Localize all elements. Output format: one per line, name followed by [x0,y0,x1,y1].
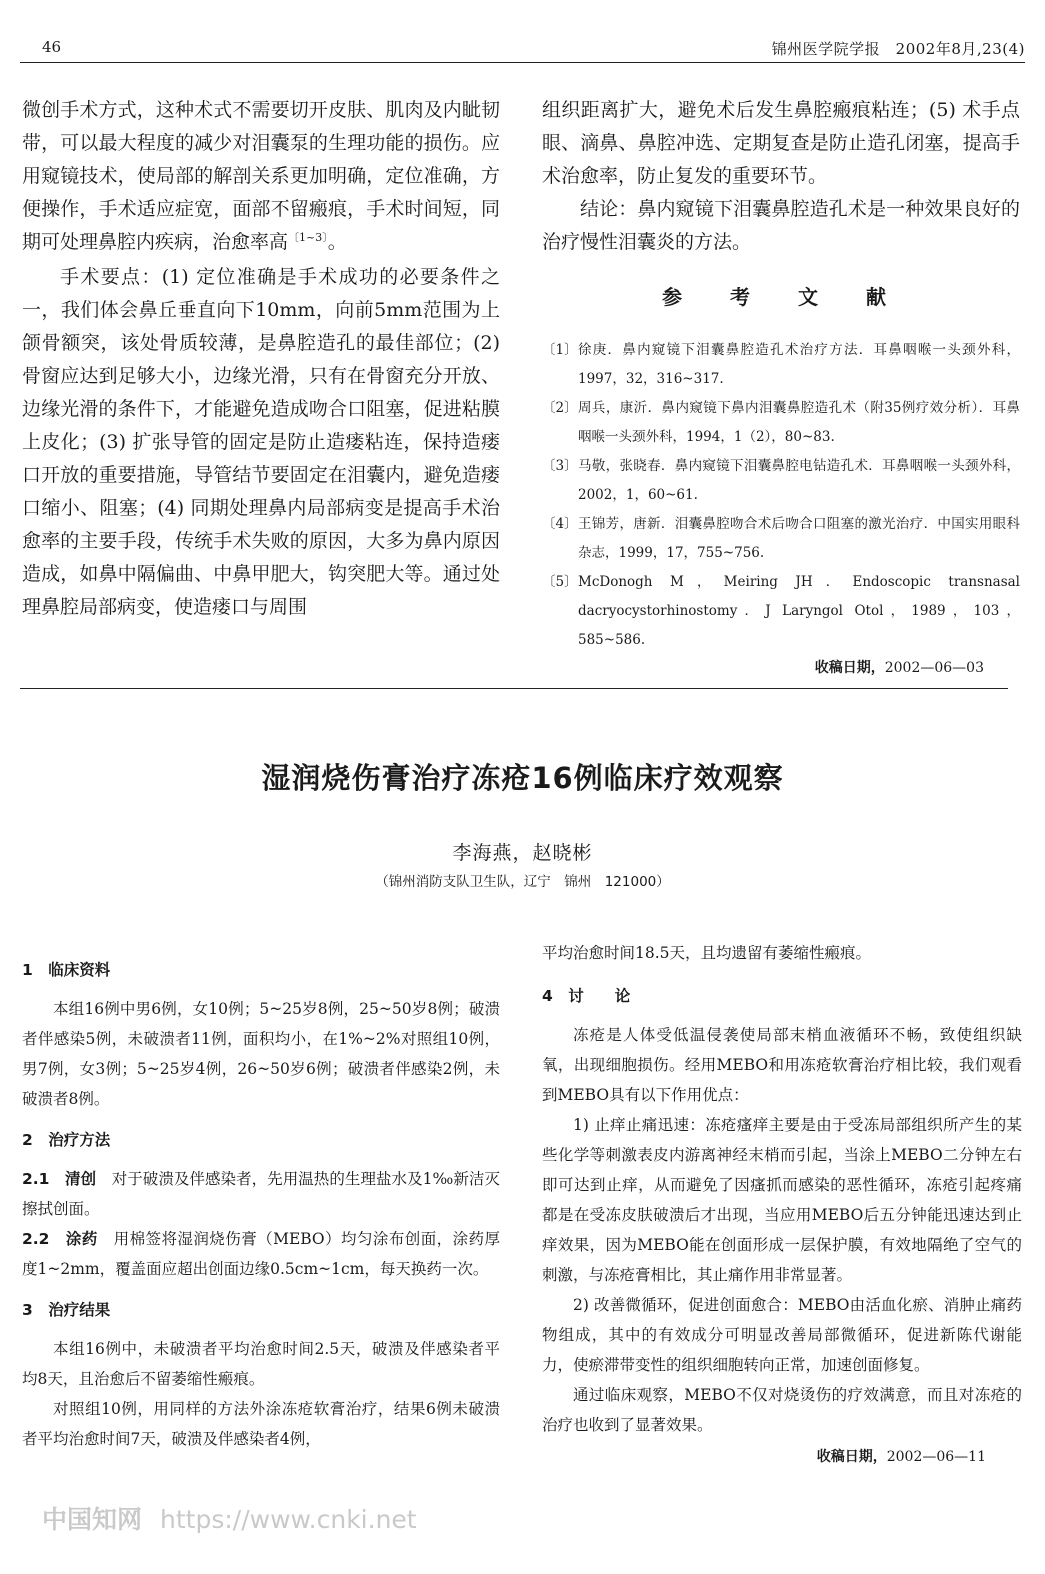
article-affiliation: （锦州消防支队卫生队，辽宁 锦州 121000） [375,874,670,890]
journal-info: 锦州医学院学报 2002年8月,23(4) [771,40,1025,58]
citation-mark: 〔1~3〕 [288,231,328,244]
article-right-column [542,938,1022,1470]
section-heading: 3 治疗结果 [22,1301,111,1319]
conclusion-paragraph: 结论：鼻内窥镜下泪囊鼻腔造孔术是一种效果良好的治疗慢性泪囊炎的方法。 [542,198,1020,253]
body-paragraph: 平均治愈时间18.5天，且均遗留有萎缩性瘢痕。 [542,944,872,962]
received-date: 收稿日期，2002—06—03 [814,660,984,676]
received-date: 收稿日期，2002—06—11 [816,1449,986,1465]
reference-item: 〔5〕 McDonogh M，Meiring JH．Endoscopic transnasal dacryocystorhinostomy．J Laryngol Otol，1989，103，585~586. [542,574,1020,648]
body-paragraph: 对照组10例，用同样的方法外涂冻疮软膏治疗，结果6例未破溃者平均治愈时间7天，破溃及伴感染者4例， [22,1400,500,1448]
section-heading: 1 临床资料 [22,961,111,979]
reference-item: 〔3〕 马敬，张晓春．鼻内窥镜下泪囊鼻腔电钻造孔术．耳鼻咽喉一头颈外科，2002，1，60~61. [542,458,1020,503]
prev-right-column [542,94,1020,681]
body-paragraph: 本组16例中男6例，女10例；5~25岁8例，25~50岁8例；破溃者伴感染5例，未破溃者11例，面积均小，在1%~2%对照组10例，男7例，女3例；5~25岁4例，26~50岁6例；破溃者伴感染2例，未破溃者8例。 [22,1000,500,1108]
article-left-column [22,958,500,1454]
prev-paragraph: 组织距离扩大，避免术后发生鼻腔瘢痕粘连；(5) 术手点眼、滴鼻、鼻腔冲选、定期复查是防止造孔闭塞，提高手术治愈率，防止复发的重要环节。 [542,99,1020,187]
prev-paragraph: 手术要点：(1) 定位准确是手术成功的必要条件之一，我们体会鼻丘垂直向下10mm，向前5mm范围为上颌骨额突，该处骨质较薄，是鼻腔造孔的最佳部位；(2) 骨窗应达到足够大小，边缘光滑，只有在骨窗充分开放、边缘光滑的条件下，才能避免造成吻合口阻塞，促进粘膜上皮化；(3) 扩张导管的固定是防止造瘘粘连，保持造瘘口开放的重要措施，导管结节要固定在泪囊内，避免造瘘口缩小、阻塞；(4) 同期处理鼻内局部病变是提高手术治愈率的主要手段，传统手术失败的原因，大多为鼻内原因造成，如鼻中隔偏曲、中鼻甲肥大，钩突肥大等。通过处理鼻腔局部病变，使造瘘口与周围 [22,266,500,618]
body-paragraph: 2) 改善微循环，促进创面愈合：MEBO由活血化瘀、消肿止痛药物组成，其中的有效成分可明显改善局部微循环，促进新陈代谢能力，使瘀滞带变性的组织细胞转向正常，加速创面修复。 [542,1296,1022,1374]
page-header [20,36,1025,63]
body-paragraph: 冻疮是人体受低温侵袭使局部末梢血液循环不畅，致使组织缺氧，出现细胞损伤。经用MEBO和用冻疮软膏治疗相比较，我们观看到MEBO具有以下作用优点： [542,1026,1022,1104]
references-heading: 参 考 文 献 [662,285,900,309]
body-paragraph: 通过临床观察，MEBO不仅对烧烫伤的疗效满意，而且对冻疮的治疗也收到了显著效果。 [542,1386,1022,1434]
article-separator [20,688,1008,689]
reference-item: 〔2〕 周兵，康沂．鼻内窥镜下鼻内泪囊鼻腔造孔术（附35例疗效分析）．耳鼻咽喉一头颈外科，1994，1（2），80~83. [542,400,1020,445]
article-title: 湿润烧伤膏治疗冻疮16例临床疗效观察 [261,761,784,795]
section-heading: 4 讨 论 [542,987,631,1005]
prev-paragraph: 微创手术方式，这种术式不需要切开皮肤、肌肉及内眦韧带，可以最大程度的减少对泪囊泵的生理功能的损伤。应用窥镜技术，使局部的解剖关系更加明确，定位准确，方便操作，手术适应症宽，面部不留瘢痕，手术时间短，同期可处理鼻腔内疾病，治愈率高$^{〔1\sim 3〕}$。 [22,99,500,253]
page-number: 46 [42,38,62,56]
body-paragraph: 2.2 涂药 用棉签将湿润烧伤膏（MEBO）均匀涂布创面，涂药厚度1~2mm，覆盖面应超出创面边缘0.5cm~1cm，每天换药一次。 [22,1230,500,1278]
reference-list [542,336,1020,655]
article-authors: 李海燕，赵晓彬 [452,842,593,864]
cnki-watermark [42,1500,417,1536]
watermark-brand: 中国知网 [42,1505,143,1534]
body-paragraph: 1) 止痒止痛迅速：冻疮瘙痒主要是由于受冻局部组织所产生的某些化学等刺激表皮内游离神经末梢而引起，当涂上MEBO二分钟左右即可达到止痒，从而避免了因瘙抓而感染的恶性循环，冻疮引起疼痛都是在受冻皮肤破溃后才出现，当应用MEBO后五分钟能迅速达到止痒效果，因为MEBO能在创面形成一层保护膜，有效地隔绝了空气的刺激，与冻疮膏相比，其止痛作用非常显著。 [542,1116,1022,1284]
section-heading: 2 治疗方法 [22,1131,111,1149]
reference-item: 〔1〕 徐庚．鼻内窥镜下泪囊鼻腔造孔术治疗方法．耳鼻咽喉一头颈外科，1997，32，316~317. [542,342,1020,387]
body-paragraph: 2.1 清创 对于破溃及伴感染者，先用温热的生理盐水及1‰新洁灭擦拭创面。 [22,1170,500,1218]
reference-item: 〔4〕 王锦芳，唐新．泪囊鼻腔吻合术后吻合口阻塞的激光治疗．中国实用眼科杂志，1999，17，755~756. [542,516,1020,561]
body-paragraph: 本组16例中，未破溃者平均治愈时间2.5天，破溃及伴感染者平均8天，且治愈后不留萎缩性瘢痕。 [22,1340,500,1388]
prev-left-column [22,94,500,624]
watermark-url: https://www.cnki.net [160,1505,417,1534]
